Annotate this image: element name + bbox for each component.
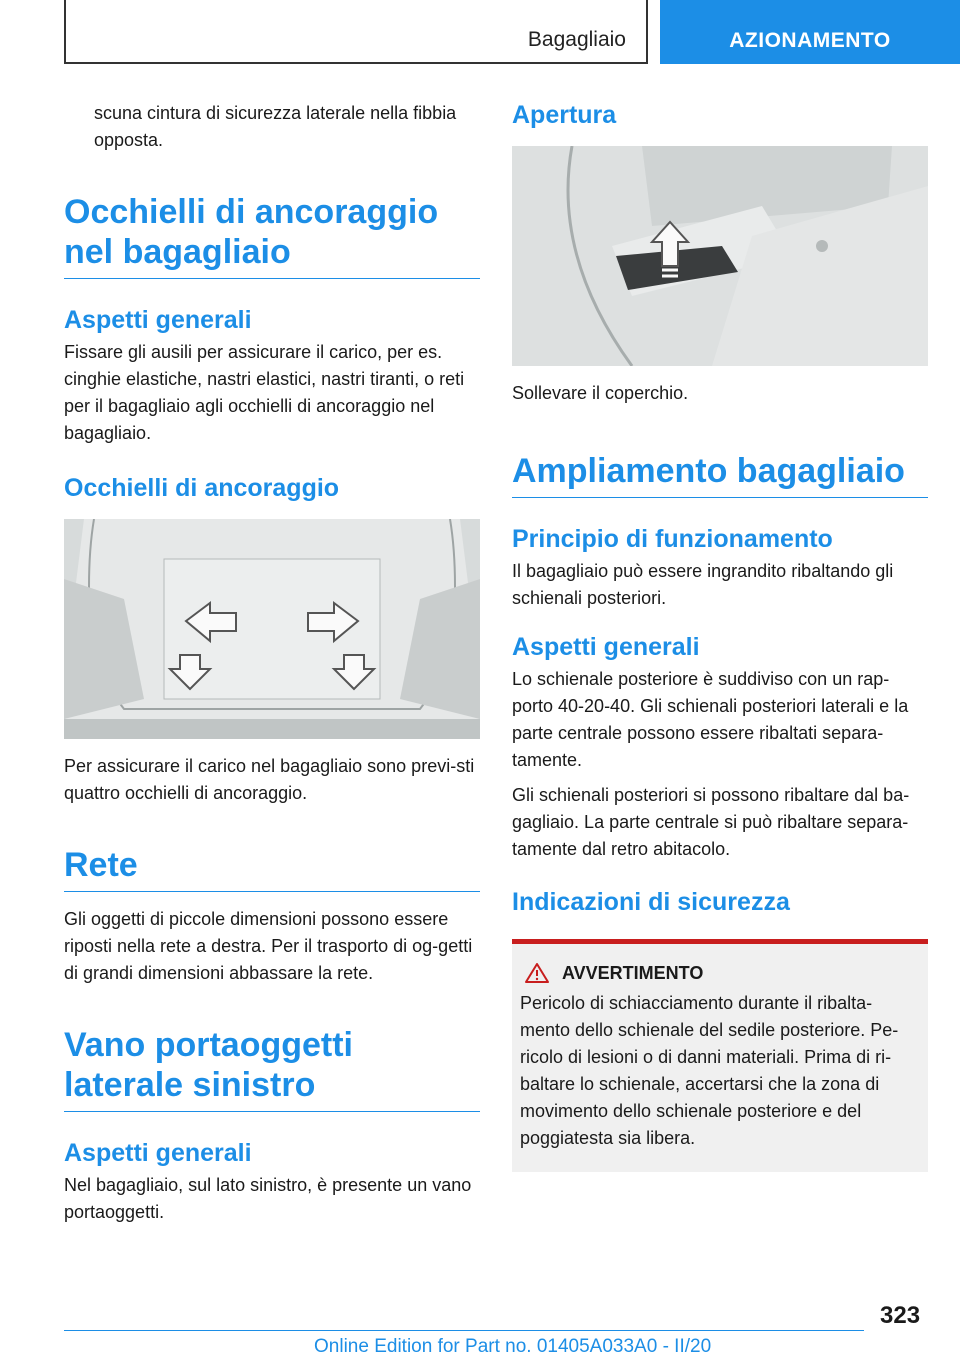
left-column (64, 100, 480, 1226)
warning-box (512, 939, 928, 1172)
heading-compartment-general: Aspetti generali (64, 1139, 252, 1167)
intro-text: scuna cintura di sicurezza laterale nella fibbia opposta. (94, 103, 457, 150)
warning-text: Pericolo di schiacciamento durante il ribalta-mento dello schienale del sedile posteriore. Pe-ricolo di lesioni o di danni materiali. Prima di ri-baltare lo schienale, accertarsi che la zona di movimento dello schienale posteriore e del poggiatesta sia libera. (520, 993, 899, 1148)
principle-text: Il bagagliaio può essere ingrandito ribaltando gli schienali posteriori. (512, 561, 894, 608)
heading-general-aspects: Aspetti generali (64, 306, 252, 334)
header-chapter-tab: AZIONAMENTO (660, 0, 960, 64)
general-text-2: Gli schienali posteriori si possono ribaltare dal ba-gagliaio. La parte centrale si può ribaltare separa-tamente dal retro abitacolo. (512, 785, 910, 859)
heading-anchor-eyelets: Occhielli di ancoraggio (64, 474, 340, 502)
heading-operating-principle: Principio di funzionamento (512, 525, 833, 553)
heading-left-compartment: Vano portaoggetti laterale sinistro (64, 1025, 480, 1112)
warning-title: AVVERTIMENTO (562, 962, 704, 983)
net-text: Gli oggetti di piccole dimensioni possono essere riposti nella rete a destra. Per il trasporto di og-getti di grandi dimensioni abbassare la rete. (64, 909, 473, 983)
anchors-caption: Per assicurare il carico nel bagagliaio sono previ-sti quattro occhielli di ancoraggio. (64, 756, 475, 803)
heading-net: Rete (64, 845, 480, 892)
general-text: Fissare gli ausili per assicurare il carico, per es. cinghie elastiche, nastri elastici, nastri tiranti, o reti per il bagagliaio agli occhielli di ancoraggio nel bagagliaio. (64, 342, 465, 443)
compartment-cover-illustration (512, 146, 928, 366)
heading-safety: Indicazioni di sicurezza (512, 888, 790, 916)
heading-trunk-expansion: Ampliamento bagagliaio (512, 451, 928, 498)
page-number: 323 (880, 1302, 921, 1329)
trunk-anchors-illustration (64, 519, 480, 739)
opening-caption: Sollevare il coperchio. (512, 383, 689, 403)
heading-opening: Apertura (512, 101, 617, 129)
header-section-title: Bagagliaio (527, 28, 626, 51)
footer-edition: Online Edition for Part no. 01405A033A0 - II/20 (314, 1336, 712, 1357)
footer-divider (64, 1330, 864, 1331)
compartment-text: Nel bagagliaio, sul lato sinistro, è presente un vano portaoggetti. (64, 1175, 472, 1222)
heading-general-aspects-right: Aspetti generali (512, 633, 700, 661)
warning-title-row (520, 962, 920, 984)
right-column (512, 100, 928, 1172)
header-section-box (64, 0, 648, 64)
heading-anchor-points: Occhielli di ancoraggio nel bagagliaio (64, 192, 480, 279)
general-text-1: Lo schienale posteriore è suddiviso con un rap-porto 40-20-40. Gli schienali posteriori laterali e la parte centrale possono essere ribaltati separa-tamente. (512, 669, 909, 770)
warning-triangle-icon (524, 962, 550, 984)
